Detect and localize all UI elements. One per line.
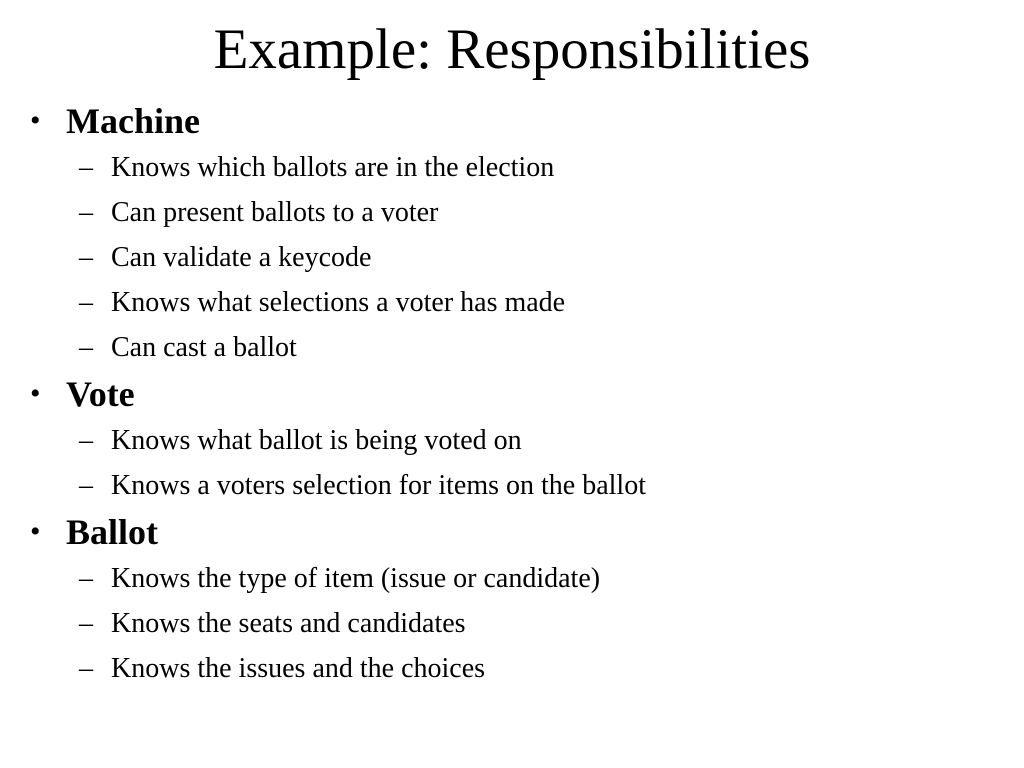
list-item-text: Knows the type of item (issue or candidate) <box>111 563 601 594</box>
dash-icon: – <box>79 425 93 456</box>
section-machine <box>0 97 1024 370</box>
list-item <box>0 190 1024 235</box>
list-item <box>0 463 1024 508</box>
section-vote <box>0 370 1024 508</box>
dash-icon: – <box>79 563 93 594</box>
slide-body <box>0 97 1024 691</box>
section-heading-row <box>0 370 1024 418</box>
dash-icon: – <box>79 152 93 183</box>
list-item-text: Knows which ballots are in the election <box>111 152 555 183</box>
bullet-icon: • <box>30 377 41 410</box>
section-heading-row <box>0 97 1024 145</box>
list-item <box>0 418 1024 463</box>
list-item <box>0 145 1024 190</box>
bullet-icon: • <box>30 515 41 548</box>
slide-title: Example: Responsibilities <box>213 18 811 81</box>
list-item-text: Knows the seats and candidates <box>111 608 466 639</box>
sub-list <box>0 418 1024 508</box>
dash-icon: – <box>79 653 93 684</box>
dash-icon: – <box>79 242 93 273</box>
list-item-text: Can cast a ballot <box>111 332 297 363</box>
list-item <box>0 556 1024 601</box>
list-item <box>0 601 1024 646</box>
section-heading: Machine <box>66 101 200 141</box>
list-item <box>0 280 1024 325</box>
list-item <box>0 646 1024 691</box>
bullet-icon: • <box>30 104 41 137</box>
dash-icon: – <box>79 287 93 318</box>
list-item-text: Knows what ballot is being voted on <box>111 425 522 456</box>
list-item-text: Knows the issues and the choices <box>111 653 486 684</box>
list-item-text: Can present ballots to a voter <box>111 197 439 228</box>
section-ballot <box>0 508 1024 691</box>
list-item-text: Knows a voters selection for items on the ballot <box>111 470 646 501</box>
section-heading: Vote <box>66 374 135 414</box>
list-item <box>0 325 1024 370</box>
dash-icon: – <box>79 470 93 501</box>
sub-list <box>0 556 1024 691</box>
section-heading: Ballot <box>66 512 159 552</box>
list-item <box>0 235 1024 280</box>
section-heading-row <box>0 508 1024 556</box>
list-item-text: Can validate a keycode <box>111 242 372 273</box>
dash-icon: – <box>79 332 93 363</box>
dash-icon: – <box>79 197 93 228</box>
sub-list <box>0 145 1024 370</box>
list-item-text: Knows what selections a voter has made <box>111 287 566 318</box>
dash-icon: – <box>79 608 93 639</box>
